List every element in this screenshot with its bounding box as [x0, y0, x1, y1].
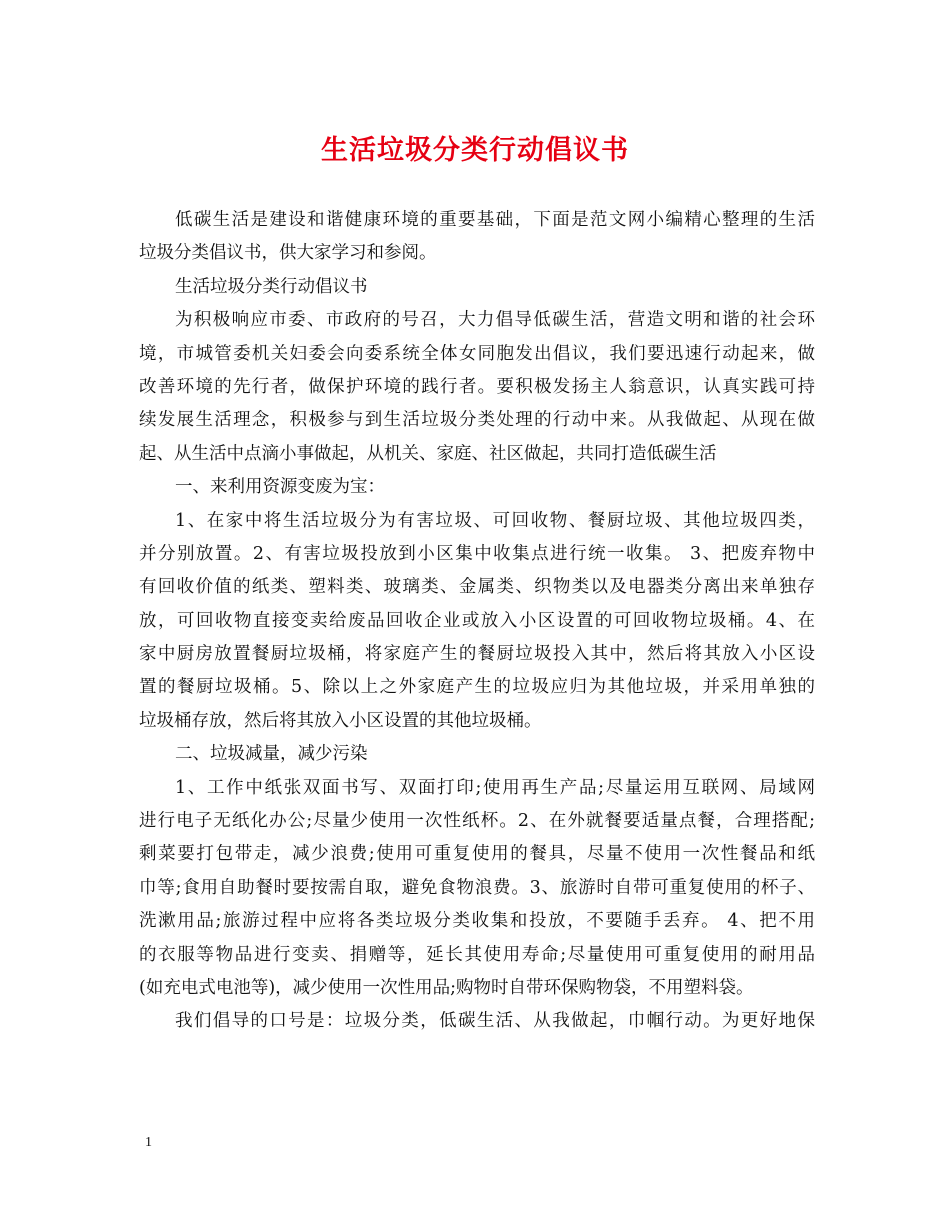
paragraph-line: 进行电子无纸化办公;尽量少使用一次性纸杯。2、在外就餐要适量点餐，合理搭配;	[139, 811, 815, 832]
paragraph-line: 我们倡导的口号是：垃圾分类，低碳生活、从我做起，巾帼行动。为更好地保	[175, 1011, 815, 1032]
paragraph-line: 的衣服等物品进行变卖、捐赠等，延长其使用寿命;尽量使用可重复使用的耐用品	[139, 944, 815, 965]
paragraph-line: 1、在家中将生活垃圾分为有害垃圾、可回收物、餐厨垃圾、其他垃圾四类，	[175, 510, 815, 531]
paragraph-line: 起、从生活中点滴小事做起，从机关、家庭、社区做起，共同打造低碳生活	[139, 443, 717, 464]
paragraph-line: 家中厨房放置餐厨垃圾桶，将家庭产生的餐厨垃圾投入其中，然后将其放入小区设	[139, 644, 815, 665]
paragraph-line: 垃圾桶存放，然后将其放入小区设置的其他垃圾桶。	[139, 710, 542, 731]
paragraph-line: 放，可回收物直接变卖给废品回收企业或放入小区设置的可回收物垃圾桶。4、在	[139, 610, 815, 631]
paragraph-line: 续发展生活理念，积极参与到生活垃圾分类处理的行动中来。从我做起、从现在做	[139, 410, 815, 431]
paragraph-line: 巾等;食用自助餐时要按需自取，避免食物浪费。3、旅游时自带可重复使用的杯子、	[139, 877, 815, 898]
document-body	[139, 204, 815, 1039]
paragraph-line: 垃圾分类倡议书，供大家学习和参阅。	[139, 243, 437, 264]
section-heading: 二、垃圾减量，减少污染	[175, 744, 368, 765]
paragraph-line: 剩菜要打包带走，减少浪费;使用可重复使用的餐具，尽量不使用一次性餐品和纸	[139, 844, 815, 865]
document-title: 生活垃圾分类行动倡议书	[321, 135, 629, 166]
paragraph-line: 改善环境的先行者，做保护环境的践行者。要积极发扬主人翁意识，认真实践可持	[139, 376, 815, 397]
paragraph-line: 洗漱用品;旅游过程中应将各类垃圾分类收集和投放，不要随手丢弃。 4、把不用	[139, 911, 815, 932]
paragraph-line: 境，市城管委机关妇委会向委系统全体女同胞发出倡议，我们要迅速行动起来，做	[139, 343, 815, 364]
paragraph-line: 1、工作中纸张双面书写、双面打印;使用再生产品;尽量运用互联网、局域网	[175, 777, 815, 798]
paragraph-line: 并分别放置。2、有害垃圾投放到小区集中收集点进行统一收集。 3、把废弃物中	[139, 543, 815, 564]
paragraph-line: 置的餐厨垃圾桶。5、除以上之外家庭产生的垃圾应归为其他垃圾，并采用单独的	[139, 677, 815, 698]
subtitle-line: 生活垃圾分类行动倡议书	[175, 276, 368, 297]
paragraph-line: 低碳生活是建设和谐健康环境的重要基础，下面是范文网小编精心整理的生活	[175, 210, 815, 230]
paragraph-line: (如充电式电池等)，减少使用一次性用品;购物时自带环保购物袋，不用塑料袋。	[139, 977, 754, 998]
section-heading: 一、来利用资源变废为宝：	[175, 477, 385, 498]
paragraph-line: 为积极响应市委、市政府的号召，大力倡导低碳生活，营造文明和谐的社会环	[175, 310, 815, 331]
page-number: 1	[145, 1135, 152, 1150]
paragraph-line: 有回收价值的纸类、塑料类、玻璃类、金属类、织物类以及电器类分离出来单独存	[139, 577, 815, 598]
